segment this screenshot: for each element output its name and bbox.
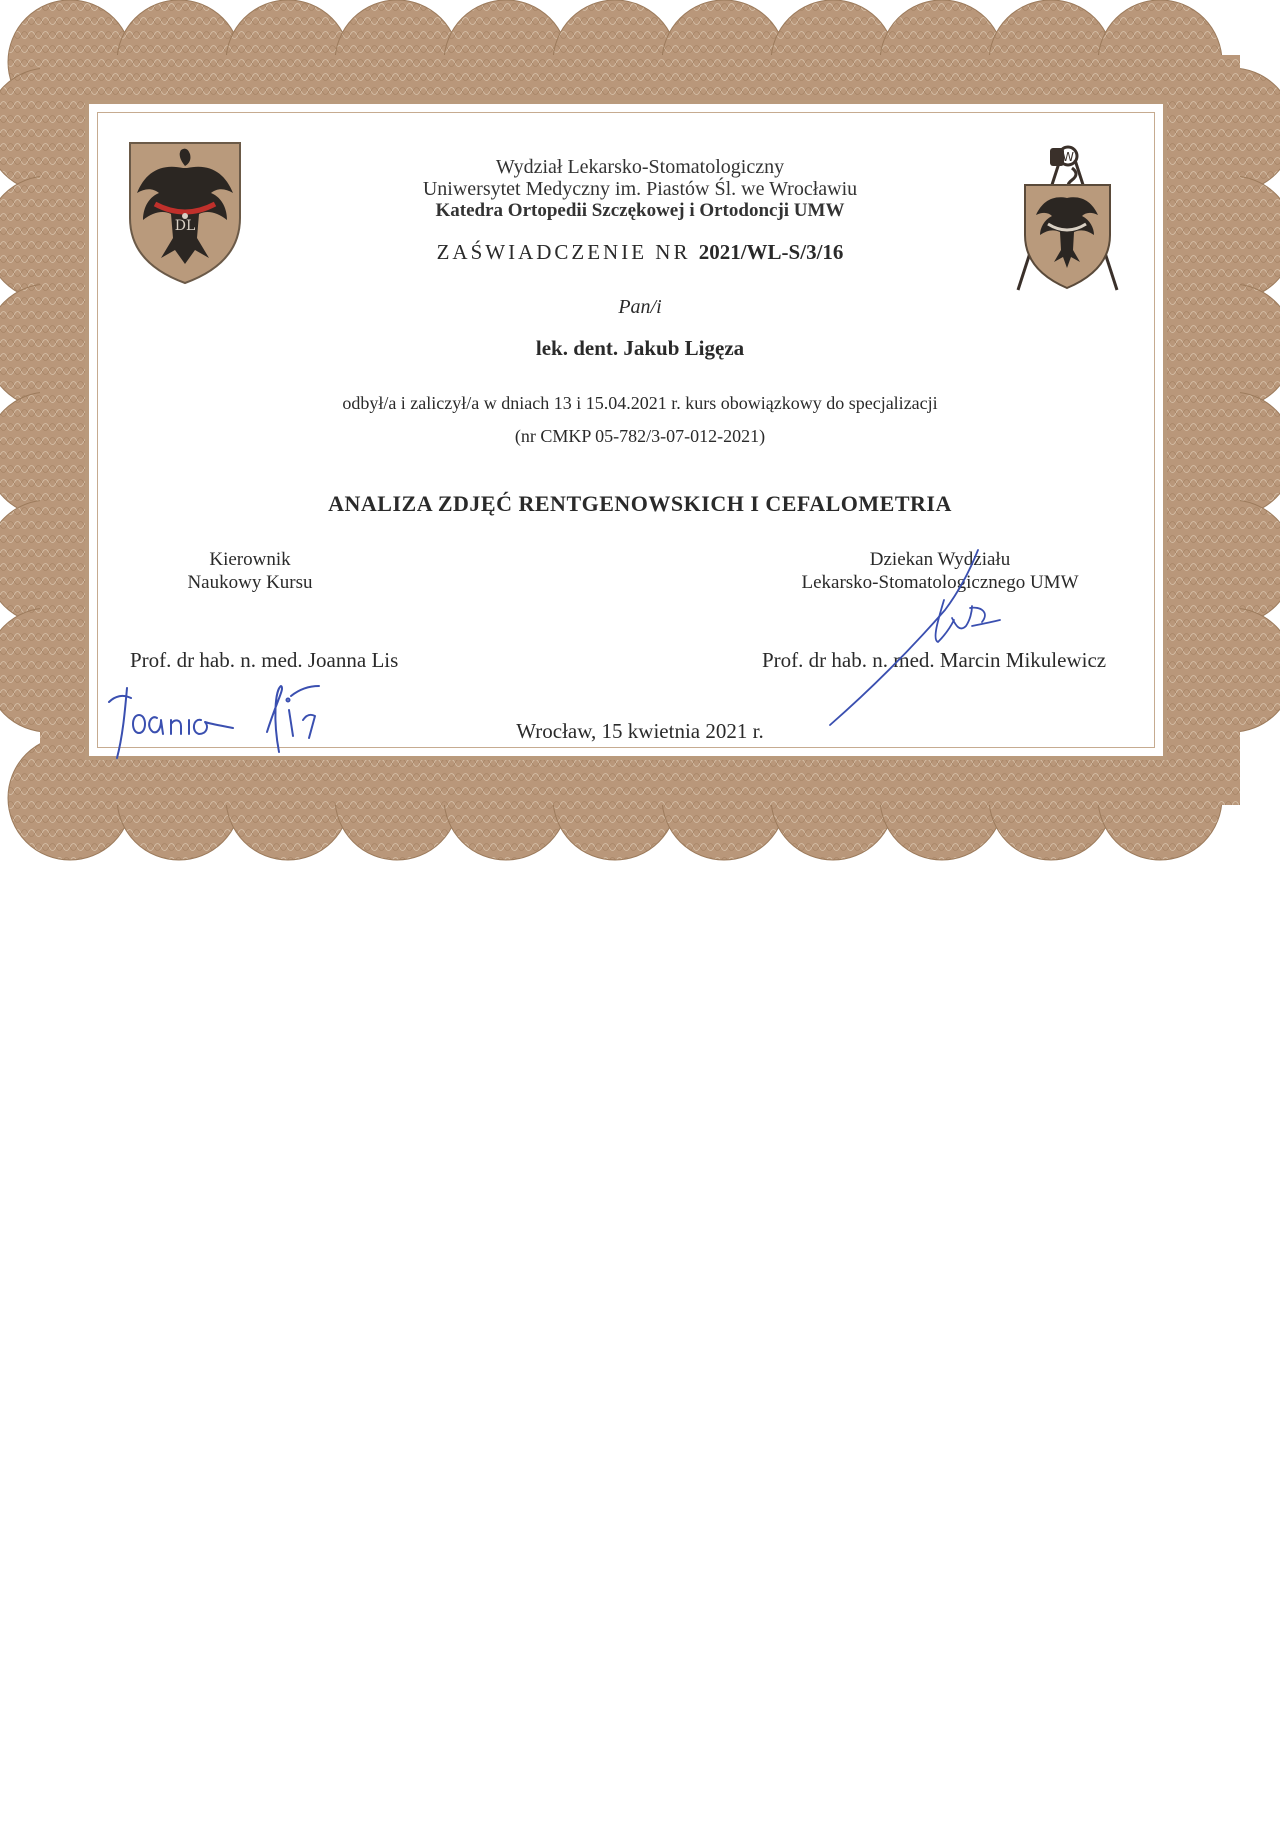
department-name: Katedra Ortopedii Szczękowej i Ortodoncji UMW bbox=[435, 200, 845, 221]
place-date: Wrocław, 15 kwietnia 2021 r. bbox=[516, 719, 764, 743]
right-role-line1: Dziekan Wydziału bbox=[869, 549, 1011, 570]
course-title: ANALIZA ZDJĘĆ RENTGENOWSKICH I CEFALOMETRIA bbox=[328, 491, 952, 516]
statement-text: odbył/a i zaliczył/a w dniach 13 i 15.04.2021 r. kurs obowiązkowy do specjalizacji bbox=[342, 393, 938, 413]
cmkp-number: (nr CMKP 05-782/3-07-012-2021) bbox=[514, 426, 766, 446]
medical-university-crest-icon bbox=[1010, 140, 1125, 300]
right-signatory-name: Prof. dr hab. n. med. Marcin Mikulewicz bbox=[762, 648, 1107, 672]
silesian-eagle-shield-icon bbox=[125, 138, 245, 288]
certificate-number: 2021/WL-S/3/16 bbox=[698, 240, 844, 264]
salutation: Pan/i bbox=[618, 296, 662, 318]
left-role-line2: Naukowy Kursu bbox=[187, 572, 313, 593]
certificate-number-line bbox=[380, 240, 900, 265]
certificate-label: ZAŚWIADCZENIE NR bbox=[436, 240, 691, 264]
left-role-line1: Kierownik bbox=[209, 549, 291, 570]
recipient-name: lek. dent. Jakub Ligęza bbox=[535, 336, 745, 360]
right-role-line2: Lekarsko-Stomatologicznego UMW bbox=[801, 572, 1079, 593]
right-signature bbox=[820, 540, 1020, 730]
svg-text:W: W bbox=[1062, 150, 1074, 164]
svg-text:DL: DL bbox=[174, 218, 196, 234]
university-name: Uniwersytet Medyczny im. Piastów Śl. we Wrocławiu bbox=[422, 178, 858, 200]
left-signatory-name: Prof. dr hab. n. med. Joanna Lis bbox=[130, 648, 399, 672]
left-signature bbox=[105, 680, 405, 765]
faculty-name: Wydział Lekarsko-Stomatologiczny bbox=[495, 156, 785, 178]
